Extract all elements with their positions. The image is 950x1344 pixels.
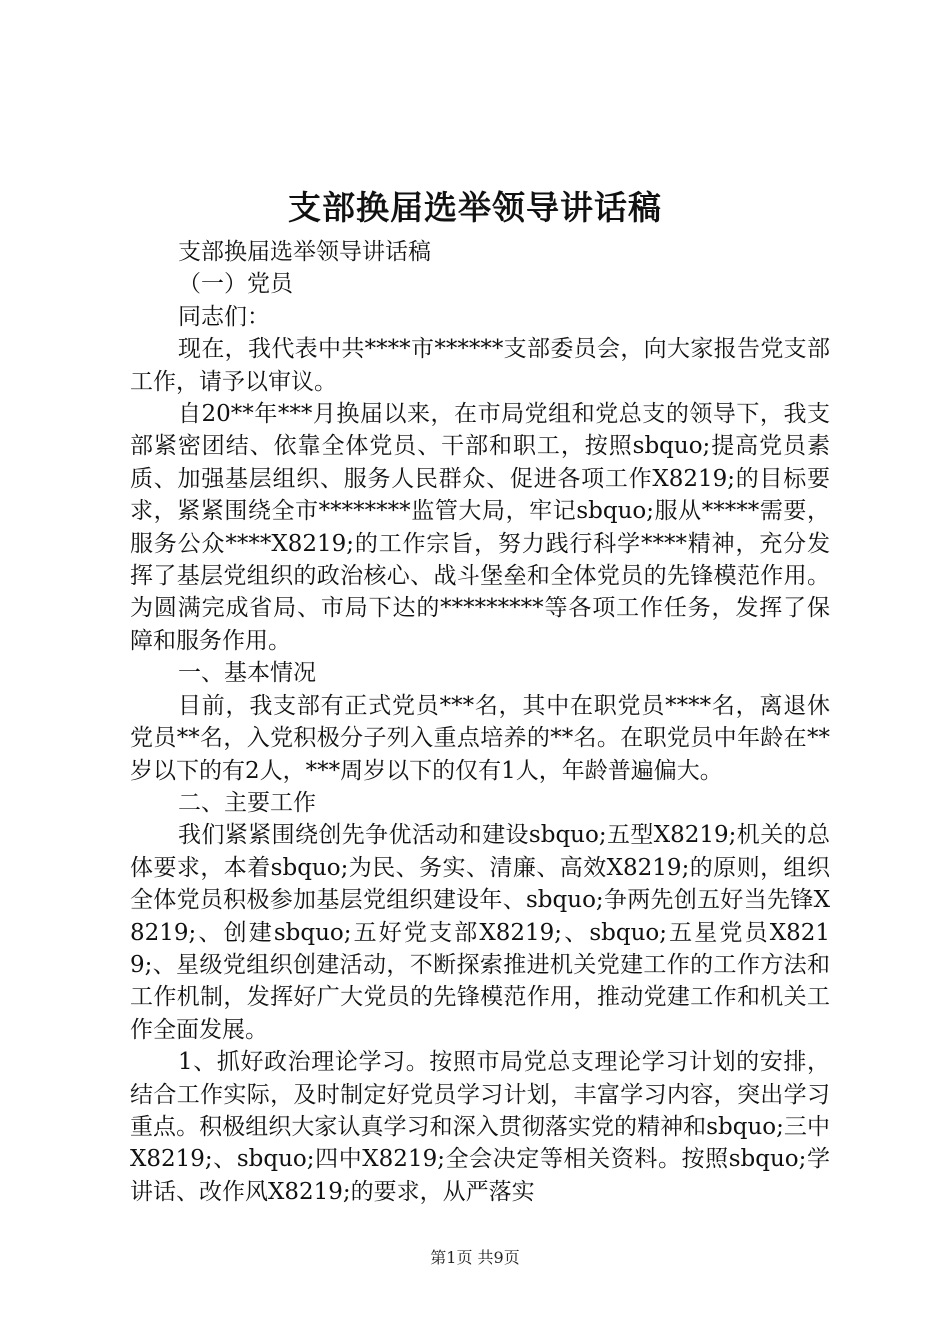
document-body (130, 236, 830, 1208)
paragraph-theory-study: 1、抓好政治理论学习。按照市局党总支理论学习计划的安排，结合工作实际，及时制定好党员学习计划，丰富学习内容，突出学习重点。积极组织大家认真学习和深入贯彻落实党的精神和sbquo;三中X8219;、sbquo;四中X8219;全会决定等相关资料。按照sbquo;学讲话、改作风X8219;的要求，从严落实 (130, 1049, 830, 1205)
paragraph-intro: 现在，我代表中共****市******支部委员会，向大家报告党支部工作，请予以审议。 (130, 336, 830, 395)
paragraph-section-party-members: （一）党员 (178, 271, 293, 298)
paragraph-membership: 目前，我支部有正式党员***名，其中在职党员****名，离退休党员**名，入党积极分子列入重点培养的**名。在职党员中年龄在**岁以下的有2人，***周岁以下的仅有1人，年龄普遍偏大。 (130, 692, 830, 784)
heading-basic-situation: 一、基本情况 (178, 660, 316, 687)
paragraph-salutation: 同志们： (178, 303, 270, 330)
page-footer: 第1页 共9页 (430, 1248, 520, 1267)
document-title: 支部换届选举领导讲话稿 (288, 188, 662, 227)
paragraph-subtitle: 支部换届选举领导讲话稿 (178, 239, 431, 265)
paragraph-overview: 自20**年***月换届以来，在市局党组和党总支的领导下，我支部紧密团结、依靠全体党员、干部和职工，按照sbquo;提高党员素质、加强基层组织、服务人民群众、促进各项工作X8219;的目标要求，紧紧围绕全市********监管大局，牢记sbquo;服从*****需要，服务公众****X8219;的工作宗旨，努力践行科学****精神，充分发挥了基层党组织的政治核心、战斗堡垒和全体党员的先锋模范作用。为圆满完成省局、市局下达的*********等各项工作任务，发挥了保障和服务作用。 (130, 401, 830, 654)
paragraph-main-work: 我们紧紧围绕创先争优活动和建设sbquo;五型X8219;机关的总体要求，本着sbquo;为民、务实、清廉、高效X8219;的原则，组织全体党员积极参加基层党组织建设年、sbquo;争两先创五好当先锋X8219;、创建sbquo;五好党支部X8219;、sbquo;五星党员X8219;、星级党组织创建活动，不断探索推进机关党建工作的工作方法和工作机制，发挥好广大党员的先锋模范作用，推动党建工作和机关工作全面发展。 (130, 822, 830, 1043)
heading-main-work: 二、主要工作 (178, 789, 316, 816)
